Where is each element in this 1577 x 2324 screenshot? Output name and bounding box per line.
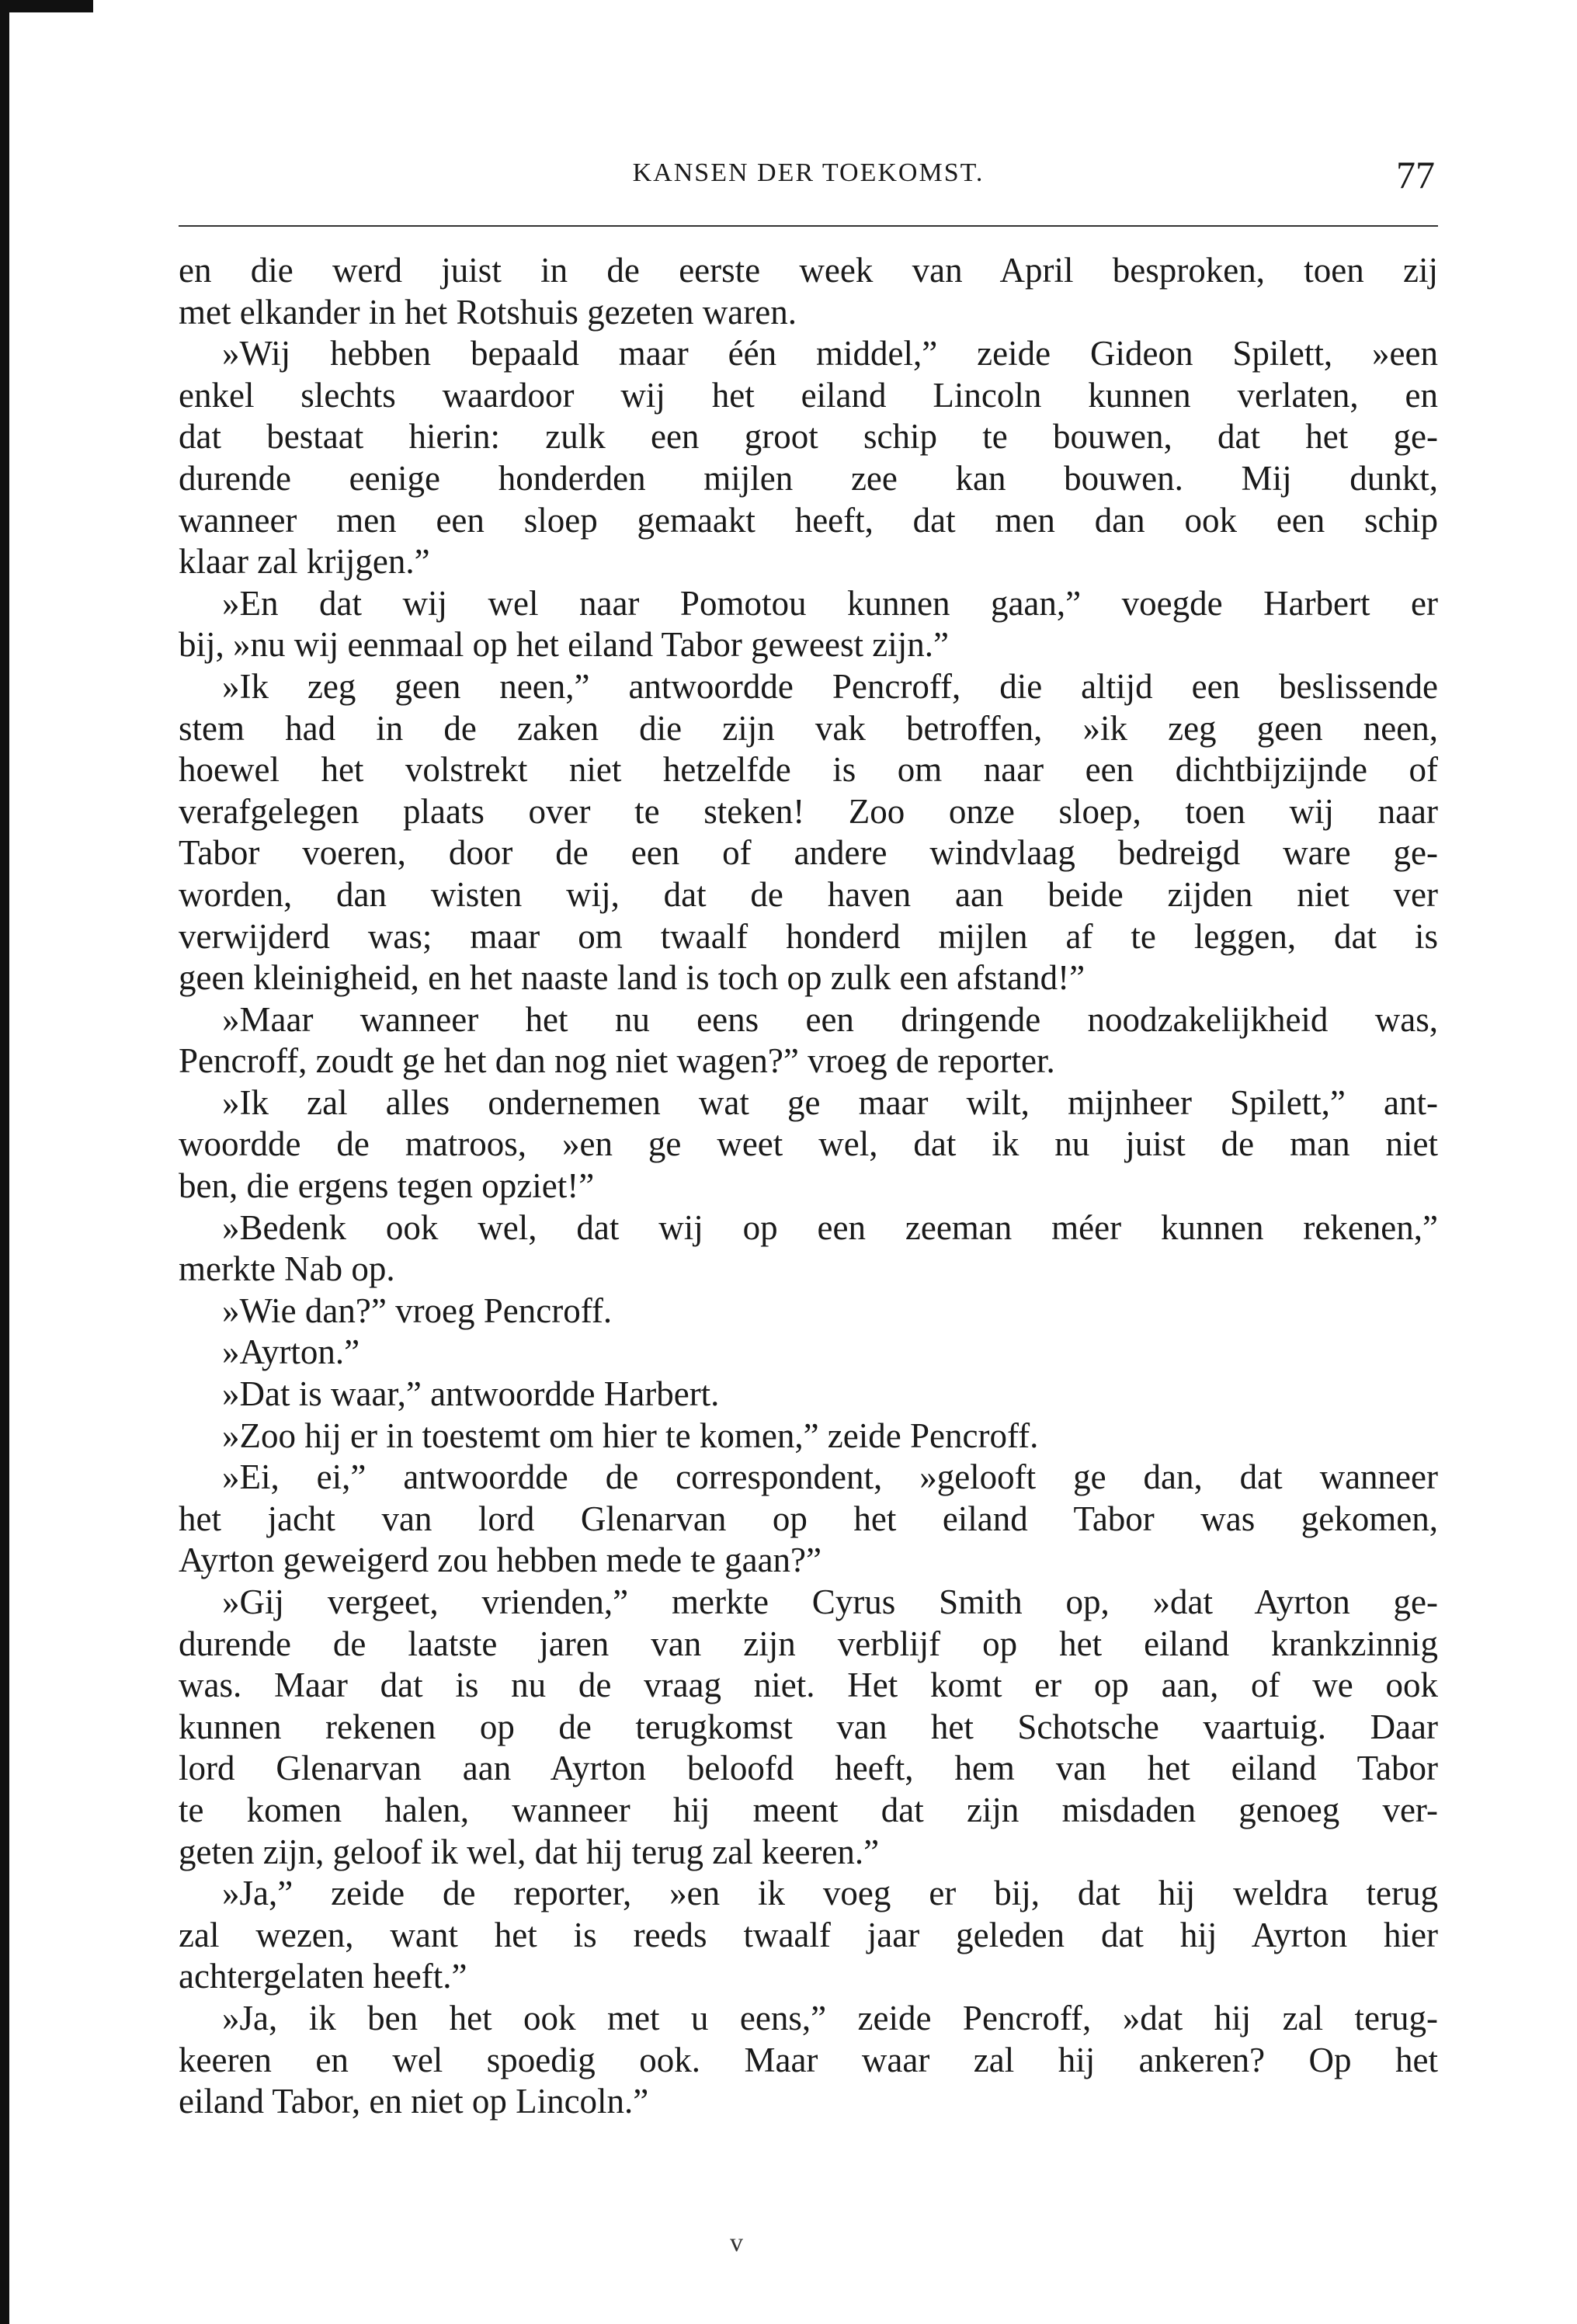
text-line: wanneer men een sloep gemaakt heeft, dat men dan ook een schip xyxy=(179,500,1438,540)
text-line: kunnen rekenen op de terugkomst van het Schotsche vaartuig. Daar xyxy=(179,1707,1438,1746)
text-line: stem had in de zaken die zijn vak betroffen, »ik zeg geen neen, xyxy=(179,708,1438,748)
text-line: »Ayrton.” xyxy=(222,1332,360,1372)
text-line: worden, dan wisten wij, dat de haven aan beide zijden niet ver xyxy=(179,874,1438,914)
text-line: durende eenige honderden mijlen zee kan bouwen. Mij dunkt, xyxy=(179,458,1438,498)
text-line: verwijderd was; maar om twaalf honderd mijlen af te leggen, dat is xyxy=(179,916,1438,956)
text-line: bij, »nu wij eenmaal op het eiland Tabor geweest zijn.” xyxy=(179,625,949,665)
text-line: »Ei, ei,” antwoordde de correspondent, »gelooft ge dan, dat wanneer xyxy=(222,1457,1438,1497)
text-line: »Maar wanneer het nu eens een dringende noodzakelijkheid was, xyxy=(222,999,1438,1039)
text-line: met elkander in het Rotshuis gezeten waren. xyxy=(179,292,797,332)
page-binding-edge xyxy=(0,0,9,2324)
text-line: »Dat is waar,” antwoordde Harbert. xyxy=(222,1374,720,1414)
page-header xyxy=(179,152,1438,207)
text-line: eiland Tabor, en niet op Lincoln.” xyxy=(179,2082,649,2121)
text-line: »Ik zal alles ondernemen wat ge maar wilt, mijnheer Spilett,” ant- xyxy=(222,1082,1438,1122)
text-line: »Ja, ik ben het ook met u eens,” zeide Pencroff, »dat hij zal terug- xyxy=(222,1998,1438,2037)
text-line: »Zoo hij er in toestemt om hier te komen,” zeide Pencroff. xyxy=(222,1416,1039,1455)
text-line: dat bestaat hierin: zulk een groot schip te bouwen, dat het ge- xyxy=(179,417,1438,457)
text-line: verafgelegen plaats over te steken! Zoo onze sloep, toen wij naar xyxy=(179,791,1438,831)
text-line: »Ja,” zeide de reporter, »en ik voeg er bij, dat hij weldra terug xyxy=(222,1874,1438,1913)
body-text xyxy=(179,250,1438,2123)
text-line: keeren en wel spoedig ook. Maar waar zal hij ankeren? Op het xyxy=(179,2040,1438,2079)
text-line: »En dat wij wel naar Pomotou kunnen gaan,” voegde Harbert er xyxy=(222,583,1438,623)
signature-mark: v xyxy=(730,2228,743,2257)
text-line: woordde de matroos, »en ge weet wel, dat ik nu juist de man niet xyxy=(179,1124,1438,1164)
text-line: zal wezen, want het is reeds twaalf jaar geleden dat hij Ayrton hier xyxy=(179,1915,1438,1954)
text-line: klaar zal krijgen.” xyxy=(179,542,430,582)
text-line: en die werd juist in de eerste week van April besproken, toen zij xyxy=(179,251,1438,290)
text-line: geen kleinigheid, en het naaste land is toch op zulk een afstand!” xyxy=(179,958,1085,998)
text-line: »Ik zeg geen neen,” antwoordde Pencroff, die altijd een beslissende xyxy=(222,666,1438,706)
text-line: merkte Nab op. xyxy=(179,1249,395,1289)
text-line: Pencroff, zoudt ge het dan nog niet wagen?” vroeg de reporter. xyxy=(179,1041,1055,1081)
text-line: Tabor voeren, door de een of andere windvlaag bedreigd ware ge- xyxy=(179,833,1438,873)
text-line: ben, die ergens tegen opziet!” xyxy=(179,1166,595,1206)
page-binding-corner xyxy=(0,0,93,12)
text-line: durende de laatste jaren van zijn verblijf op het eiland krankzinnig xyxy=(179,1624,1438,1663)
page-number: 77 xyxy=(1396,153,1435,196)
text-line: »Wie dan?” vroeg Pencroff. xyxy=(222,1291,613,1330)
text-line: het jacht van lord Glenarvan op het eiland Tabor was gekomen, xyxy=(179,1499,1438,1538)
running-title: KANSEN DER TOEKOMST. xyxy=(632,158,985,187)
text-line: »Bedenk ook wel, dat wij op een zeeman méer kunnen rekenen,” xyxy=(222,1207,1438,1247)
header-rule xyxy=(179,225,1438,227)
text-line: »Wij hebben bepaald maar één middel,” zeide Gideon Spilett, »een xyxy=(222,334,1438,373)
text-line: »Gij vergeet, vrienden,” merkte Cyrus Smith op, »dat Ayrton ge- xyxy=(222,1582,1438,1621)
text-line: enkel slechts waardoor wij het eiland Lincoln kunnen verlaten, en xyxy=(179,375,1438,415)
text-line: lord Glenarvan aan Ayrton beloofd heeft, hem van het eiland Tabor xyxy=(179,1749,1438,1788)
text-line: was. Maar dat is nu de vraag niet. Het komt er op aan, of we ook xyxy=(179,1666,1438,1705)
text-line: achtergelaten heeft.” xyxy=(179,1957,467,1996)
text-line: te komen halen, wanneer hij meent dat zijn misdaden genoeg ver- xyxy=(179,1790,1438,1829)
text-line: hoewel het volstrekt niet hetzelfde is om naar een dichtbijzijnde of xyxy=(179,750,1438,790)
text-line: Ayrton geweigerd zou hebben mede te gaan?” xyxy=(179,1541,821,1580)
text-line: geten zijn, geloof ik wel, dat hij terug zal keeren.” xyxy=(179,1832,880,1871)
